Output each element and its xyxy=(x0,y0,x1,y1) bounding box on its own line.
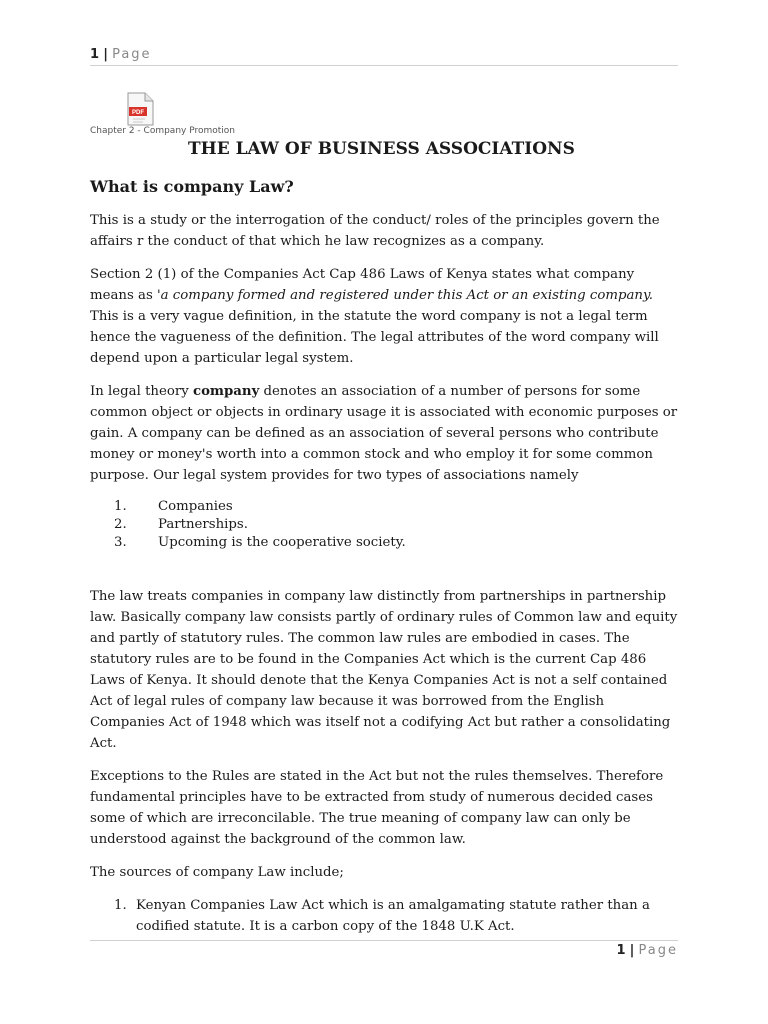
list-item xyxy=(90,498,680,516)
list-item-text: Upcoming is the cooperative society. xyxy=(158,535,406,550)
page-header xyxy=(90,47,678,62)
para2-statutory-quote: a company formed and registered under this Act or an existing company. xyxy=(160,288,653,303)
para3-bold-term: company xyxy=(192,384,260,399)
header-page-label: Page xyxy=(112,47,152,62)
paragraph-definition-study: This is a study or the interrogation of the conduct/ roles of the principles govern the affairs r the conduct of that which he law recognizes as a company. xyxy=(90,213,660,249)
para3-text-end: denotes an association of a number of persons for some common object or objects in ordinary usage it is associated with economic purposes or gain. A company can be defined as an association of several persons who contribute money or money's worth into a common stock and who employ it for some common purpose. Our legal system provides for two types of associations namely xyxy=(90,384,678,483)
footer-page-number: 1 xyxy=(616,943,626,958)
spacer xyxy=(90,564,680,586)
association-types-list xyxy=(90,498,680,552)
paragraph-company-vs-partnership: The law treats companies in company law distinctly from partnerships in partnership law. Basically company law consists partly of ordinary rules of Common law and equity and partly of statutory rules. The common law rules are embodied in cases. The statutory rules are to be found in the Companies Act which is the current Cap 486 Laws of Kenya. It should denote that the Kenya Companies Act is not a self contained Act of legal rules of company law because it was borrowed from the English Companies Act of 1948 which was itself not a codifying Act but rather a consolidating Act. xyxy=(90,589,678,751)
para3-text-start: In legal theory xyxy=(90,384,193,399)
paragraph-exceptions: Exceptions to the Rules are stated in the Act but not the rules themselves. Therefore fundamental principles have to be extracted from study of numerous decided cases some of which are irreconcilable. The true meaning of company law can only be understood against the background of the common law. xyxy=(90,769,664,847)
list-item-number: 1. xyxy=(114,898,127,913)
list-item-text: Companies xyxy=(158,499,233,514)
list-item-text: Kenyan Companies Law Act which is an amalgamating statute rather than a codified statute. It is a carbon copy of the 1848 U.K Act. xyxy=(136,898,650,934)
para2-text-end: This is a very vague definition, in the statute the word company is not a legal term hence the vagueness of the definition. The legal attributes of the word company will depend upon a particular legal system. xyxy=(90,309,659,366)
footer-page-label: Page xyxy=(638,943,678,958)
section-heading: What is company Law? xyxy=(90,177,294,196)
header-page-number: 1 xyxy=(90,47,100,62)
pdf-file-icon xyxy=(125,92,155,126)
sources-list xyxy=(90,895,680,937)
pdf-attachment[interactable] xyxy=(90,92,236,137)
paragraph-legal-theory xyxy=(90,381,680,486)
page-footer xyxy=(90,943,678,958)
footer-rule xyxy=(90,940,678,941)
para2-text-start: Section 2 (1) of the Companies Act Cap 486 Laws of Kenya states what company means as ' xyxy=(90,267,635,303)
paragraph-section-2 xyxy=(90,264,680,369)
paragraph-sources-intro: The sources of company Law include; xyxy=(90,865,344,880)
list-item-text: Partnerships. xyxy=(158,517,248,532)
list-item-number: 1. xyxy=(114,499,127,514)
document-body xyxy=(90,176,680,937)
list-item xyxy=(90,516,680,534)
header-separator: | xyxy=(103,47,108,62)
svg-text:PDF: PDF xyxy=(132,110,144,116)
header-rule xyxy=(90,65,678,66)
document-title: THE LAW OF BUSINESS ASSOCIATIONS xyxy=(188,139,575,159)
list-item xyxy=(90,534,680,552)
list-item xyxy=(90,895,680,937)
attachment-caption: Chapter 2 - Company Promotion xyxy=(90,126,236,136)
list-item-number: 3. xyxy=(114,535,127,550)
list-item-number: 2. xyxy=(114,517,127,532)
footer-separator: | xyxy=(629,943,635,958)
